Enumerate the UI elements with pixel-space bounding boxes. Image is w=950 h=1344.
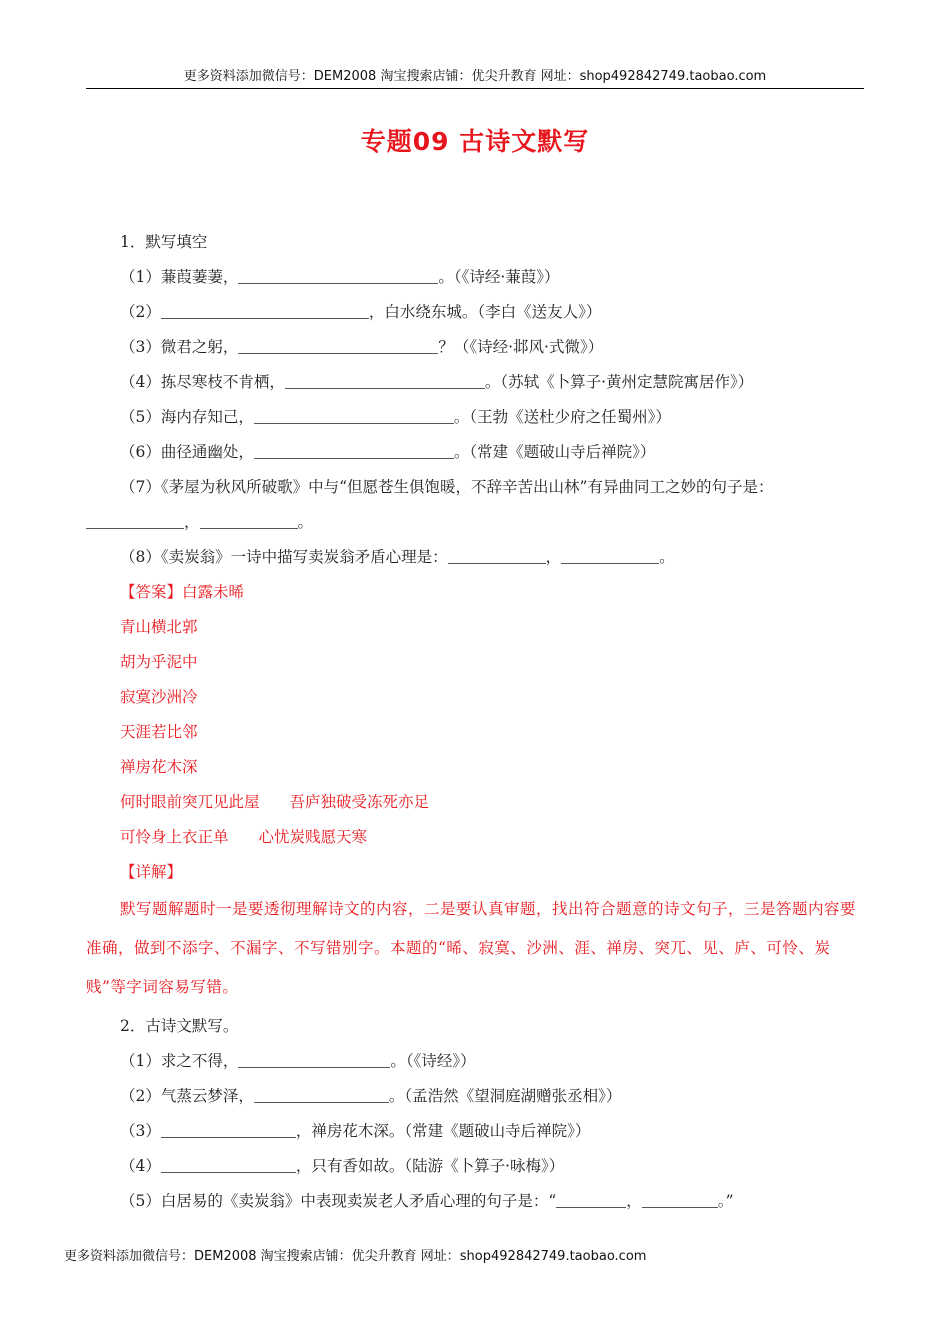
- q2-item-4-blank[interactable]: [161, 1154, 296, 1173]
- q2-item-5-end: 。”: [717, 1192, 734, 1210]
- q2-item-4-source: ，只有香如故。（陆游《卜算子·咏梅》）: [295, 1157, 565, 1175]
- q1-item-5: [86, 400, 864, 435]
- q1-item-2-prompt: （2）: [120, 303, 161, 321]
- q2-item-1-prompt: （1）求之不得，: [120, 1052, 239, 1070]
- q2-item-4-prompt: （4）: [120, 1157, 161, 1175]
- q1-item-6-source: 。（常建《题破山寺后禅院》）: [453, 443, 656, 461]
- q1-item-7-end: 。: [297, 513, 314, 531]
- q2-item-5-blank-2[interactable]: [642, 1189, 718, 1208]
- q2-item-5-separator: ，: [626, 1192, 642, 1210]
- question-2-heading: 2．古诗文默写。: [120, 1017, 239, 1035]
- q1-item-7: （7）《茅屋为秋风所破歌》中与“但愿苍生俱饱暖，不辞辛苦出山林”有异曲同工之妙的句子是：: [120, 478, 774, 496]
- q1-item-3-blank[interactable]: [238, 335, 438, 354]
- q2-item-2-source: 。（孟浩然《望洞庭湖赠张丞相》）: [388, 1087, 622, 1105]
- q1-item-8-end: 。: [659, 548, 675, 566]
- answer-line-5: 天涯若比邻: [120, 723, 198, 741]
- question-1-heading: 1．默写填空: [120, 233, 208, 251]
- q1-item-8: [86, 540, 864, 575]
- answer-text: 白露未晞: [182, 583, 245, 601]
- page-title: 专题09 古诗文默写: [360, 127, 590, 156]
- q1-item-8-separator: ，: [545, 548, 562, 566]
- q1-item-7-answer-line: [86, 505, 864, 540]
- q1-item-2: [86, 295, 864, 330]
- q2-item-3-blank[interactable]: [161, 1119, 296, 1138]
- header-divider: [86, 88, 864, 89]
- answer-line-3: 胡为乎泥中: [120, 653, 198, 671]
- q1-item-7-blank-2[interactable]: [200, 510, 298, 529]
- q1-item-7-separator: ，: [184, 513, 200, 531]
- q1-item-1: [86, 260, 864, 295]
- page-header: 更多资料添加微信号：DEM2008 淘宝搜索店铺：优尖升教育 网址：shop492842749.taobao.com: [183, 69, 767, 84]
- q2-item-1-source: 。（《诗经》）: [390, 1052, 476, 1070]
- q2-item-5: [86, 1184, 864, 1219]
- q1-item-6-prompt: （6）曲径通幽处，: [120, 443, 254, 461]
- q1-item-5-blank[interactable]: [254, 405, 454, 424]
- q1-item-4-source: 。（苏轼《卜算子·黄州定慧院寓居作》）: [484, 373, 754, 391]
- q2-item-1: [86, 1044, 864, 1079]
- q1-item-7-blank-1[interactable]: [86, 510, 184, 529]
- answer-line-7: [86, 785, 864, 820]
- q1-item-3-prompt: （3）微君之躬，: [120, 338, 239, 356]
- q1-item-1-source: 。（《诗经·蒹葭》）: [438, 268, 560, 286]
- answer-text: 可怜身上衣正单: [120, 828, 229, 846]
- q1-item-3-source: ？（《诗经·邶风·式微》）: [438, 338, 604, 356]
- q1-item-6-blank[interactable]: [254, 440, 454, 459]
- q2-item-2-prompt: （2）气蒸云梦泽，: [120, 1087, 254, 1105]
- answer-line-1: [86, 575, 864, 610]
- answer-line-4: 寂寞沙洲冷: [120, 688, 198, 706]
- q1-item-4-prompt: （4）拣尽寒枝不肯栖，: [120, 373, 285, 391]
- q1-item-8-prompt: （8）《卖炭翁》一诗中描写卖炭翁矛盾心理是：: [120, 548, 448, 566]
- q2-item-5-prompt: （5）白居易的《卖炭翁》中表现卖炭老人矛盾心理的句子是：“: [120, 1192, 557, 1210]
- explanation-text: 默写题解题时一是要透彻理解诗文的内容，二是要认真审题，找出符合题意的诗文句子，三是答题内容要准确，做到不添字、不漏字、不写错别字。本题的“晞、寂寞、沙洲、涯、禅房、突兀、见、庐、可怜、炭贱”等字词容易写错。: [86, 900, 857, 996]
- answer-label: 【答案】: [120, 583, 183, 601]
- q2-item-1-blank[interactable]: [238, 1049, 390, 1068]
- q2-item-3-source: ，禅房花木深。（常建《题破山寺后禅院》）: [295, 1122, 591, 1140]
- q1-item-2-blank[interactable]: [161, 300, 369, 319]
- q1-item-2-source: ，白水绕东城。（李白《送友人》）: [368, 303, 602, 321]
- q2-item-3: [86, 1114, 864, 1149]
- q1-item-1-blank[interactable]: [238, 265, 438, 284]
- explanation-label: 【详解】: [120, 863, 183, 881]
- document-body: [86, 225, 864, 1219]
- q2-item-2-blank[interactable]: [254, 1084, 389, 1103]
- q1-item-4: [86, 365, 864, 400]
- q1-item-1-prompt: （1）蒹葭萋萋，: [120, 268, 239, 286]
- answer-line-8: [86, 820, 864, 855]
- answer-line-2: 青山横北郭: [120, 618, 198, 636]
- page-footer: 更多资料添加微信号：DEM2008 淘宝搜索店铺：优尖升教育 网址：shop492842749.taobao.com: [64, 1249, 647, 1264]
- q1-item-8-blank-1[interactable]: [448, 545, 546, 564]
- q1-item-4-blank[interactable]: [285, 370, 485, 389]
- q1-item-5-source: 。（王勃《送杜少府之任蜀州》）: [453, 408, 671, 426]
- q2-item-5-blank-1[interactable]: [556, 1189, 626, 1208]
- q2-item-4: [86, 1149, 864, 1184]
- answer-text: 吾庐独破受冻死亦足: [289, 793, 430, 811]
- answer-text: 心忧炭贱愿天寒: [258, 828, 368, 846]
- q1-item-6: [86, 435, 864, 470]
- q2-item-3-prompt: （3）: [120, 1122, 161, 1140]
- q1-item-8-blank-2[interactable]: [561, 545, 659, 564]
- answer-line-6: 禅房花木深: [120, 758, 198, 776]
- q1-item-3: [86, 330, 864, 365]
- q2-item-2: [86, 1079, 864, 1114]
- q1-item-5-prompt: （5）海内存知己，: [120, 408, 254, 426]
- answer-text: 何时眼前突兀见此屋: [120, 793, 260, 811]
